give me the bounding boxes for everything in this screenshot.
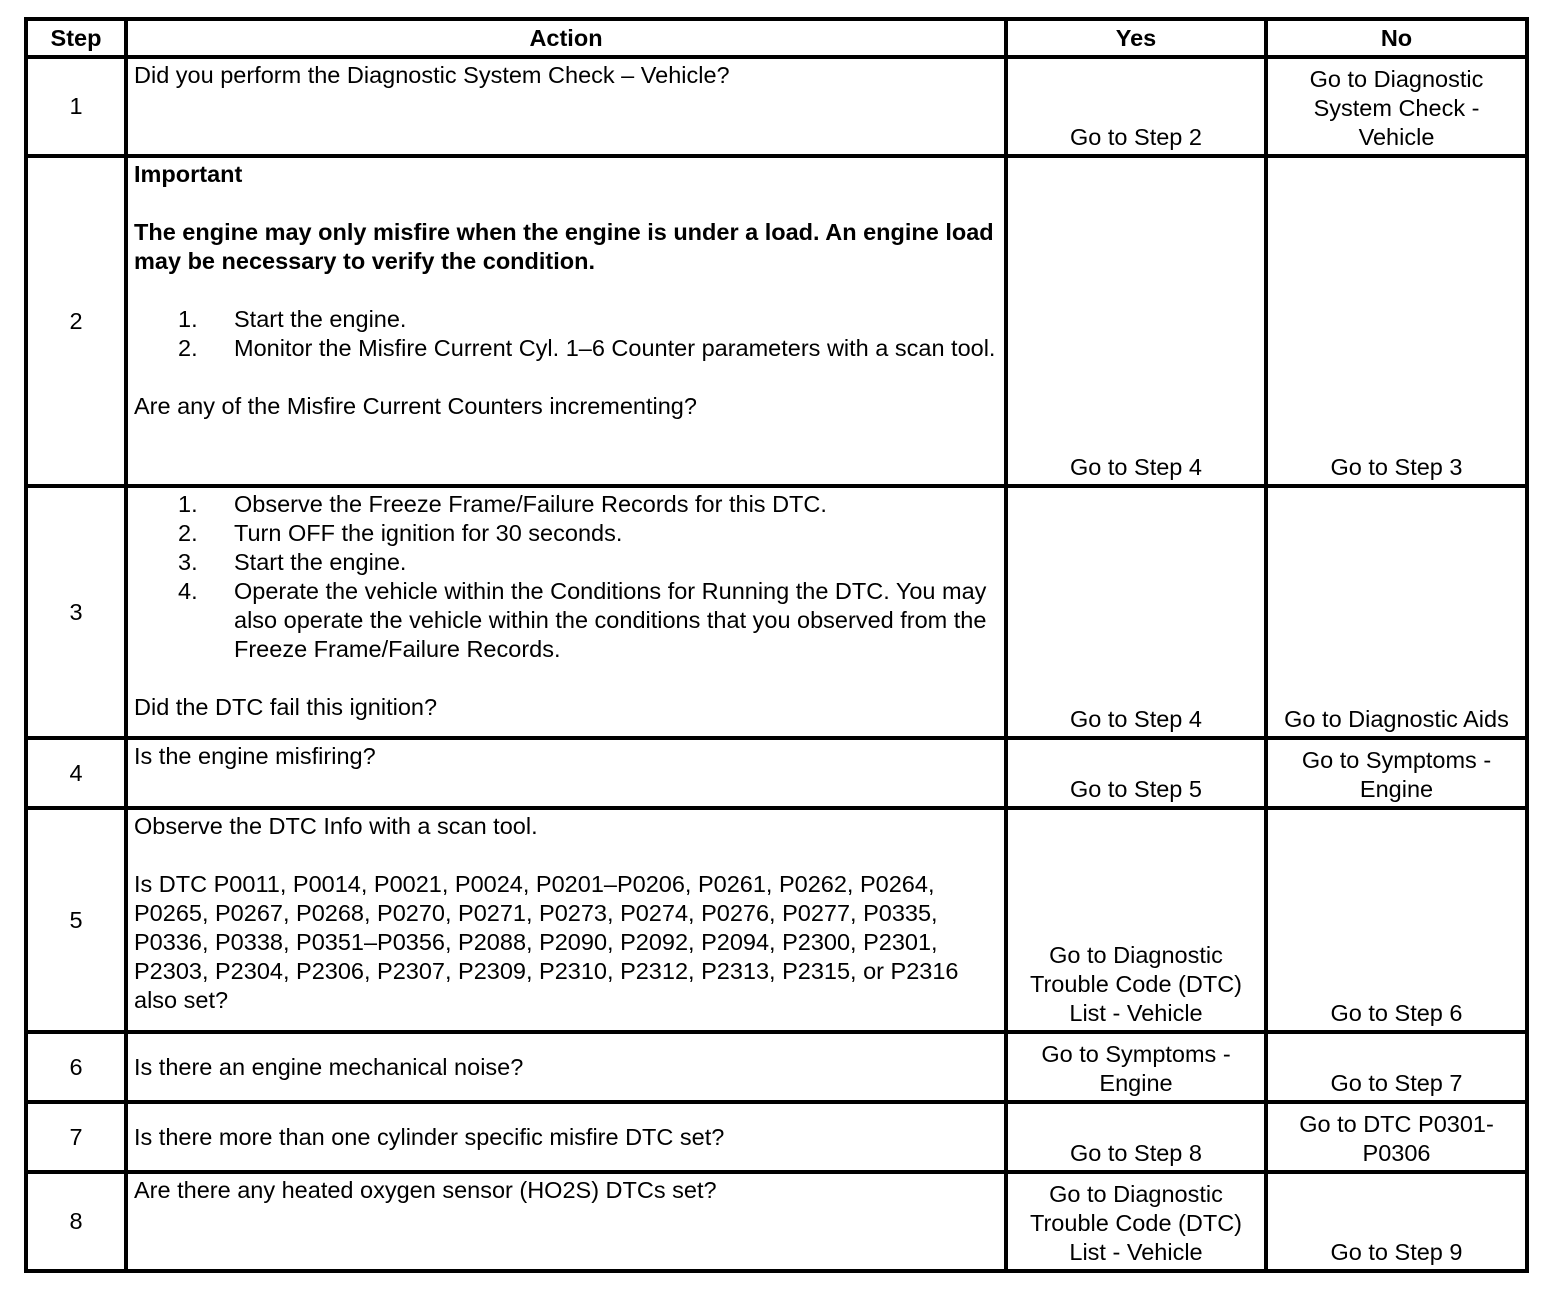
- step-number: 6: [26, 1032, 126, 1102]
- question-text: Did you perform the Diagnostic System Check – Vehicle?: [134, 62, 730, 88]
- step-number: 2: [26, 156, 126, 486]
- yes-cell: Go to Step 8: [1006, 1102, 1266, 1172]
- item-text: Operate the vehicle within the Conditions for Running the DTC. You may also operate the vehicle within the conditions that you observed from the Freeze Frame/Failure Records.: [234, 578, 987, 662]
- table-row: [26, 738, 1527, 808]
- yes-cell: Go to Step 5: [1006, 738, 1266, 808]
- question-text: Is there more than one cylinder specific misfire DTC set?: [134, 1123, 725, 1150]
- action-cell: [126, 57, 1006, 156]
- question-text: Is the engine misfiring?: [134, 743, 376, 769]
- list-item: [134, 334, 998, 363]
- action-cell: [126, 1102, 1006, 1172]
- item-number: 4.: [178, 578, 198, 604]
- table-row: [26, 1102, 1527, 1172]
- step-number: 8: [26, 1172, 126, 1271]
- header-yes: Yes: [1006, 19, 1266, 57]
- item-number: 1.: [178, 491, 198, 517]
- step-number: 7: [26, 1102, 126, 1172]
- no-cell: Go to Step 7: [1266, 1032, 1527, 1102]
- header-step: Step: [26, 19, 126, 57]
- no-cell: Go to DTC P0301-P0306: [1266, 1102, 1527, 1172]
- item-text: Start the engine.: [234, 306, 407, 332]
- step-number: 4: [26, 738, 126, 808]
- yes-cell: Go to Step 2: [1006, 57, 1266, 156]
- list-item: [134, 490, 998, 519]
- item-text: Observe the Freeze Frame/Failure Records for this DTC.: [234, 491, 827, 517]
- important-text: The engine may only misfire when the engine is under a load. An engine load may be necessary to verify the condition.: [134, 219, 994, 274]
- question-text: Did the DTC fail this ignition?: [134, 694, 438, 720]
- no-cell: Go to Step 3: [1266, 156, 1527, 486]
- no-cell: Go to Diagnostic System Check - Vehicle: [1266, 57, 1527, 156]
- yes-cell: Go to Diagnostic Trouble Code (DTC) List - Vehicle: [1006, 808, 1266, 1032]
- question-text: Are there any heated oxygen sensor (HO2S) DTCs set?: [134, 1177, 717, 1203]
- no-cell: Go to Diagnostic Aids: [1266, 486, 1527, 738]
- action-cell: [126, 1032, 1006, 1102]
- table-row: [26, 808, 1527, 1032]
- header-row: [26, 19, 1527, 57]
- no-cell: Go to Step 6: [1266, 808, 1527, 1032]
- list-item: [134, 548, 998, 577]
- header-no: No: [1266, 19, 1527, 57]
- diagnostic-table: [24, 17, 1529, 1273]
- procedure-list: [134, 490, 998, 664]
- yes-cell: Go to Step 4: [1006, 156, 1266, 486]
- item-text: Monitor the Misfire Current Cyl. 1–6 Counter parameters with a scan tool.: [234, 335, 996, 361]
- item-text: Start the engine.: [234, 549, 407, 575]
- header-action: Action: [126, 19, 1006, 57]
- yes-cell: Go to Step 4: [1006, 486, 1266, 738]
- item-number: 2.: [178, 520, 198, 546]
- step-number: 5: [26, 808, 126, 1032]
- list-item: [134, 577, 998, 664]
- step-number: 1: [26, 57, 126, 156]
- action-cell: [126, 1172, 1006, 1271]
- table-row: [26, 1172, 1527, 1271]
- important-label: Important: [134, 161, 243, 187]
- yes-cell: Go to Diagnostic Trouble Code (DTC) List - Vehicle: [1006, 1172, 1266, 1271]
- table-row: [26, 486, 1527, 738]
- item-number: 1.: [178, 306, 198, 332]
- yes-cell: Go to Symptoms - Engine: [1006, 1032, 1266, 1102]
- table-row: [26, 1032, 1527, 1102]
- table-row: [26, 57, 1527, 156]
- list-item: [134, 305, 998, 334]
- action-cell: [126, 486, 1006, 738]
- procedure-list: [134, 305, 998, 363]
- item-number: 2.: [178, 335, 198, 361]
- no-cell: Go to Step 9: [1266, 1172, 1527, 1271]
- action-cell: [126, 808, 1006, 1032]
- action-cell: [126, 156, 1006, 486]
- table-row: [26, 156, 1527, 486]
- question-text: Is there an engine mechanical noise?: [134, 1053, 524, 1080]
- question-text: Is DTC P0011, P0014, P0021, P0024, P0201–P0206, P0261, P0262, P0264, P0265, P0267, P0268, P0270, P0271, P0273, P0274, P0276, P0277, P0335, P0336, P0338, P0351–P0356, P2088, P2090, P2092, P2094, P2300, P2301, P2303, P2304, P2306, P2307, P2309, P2310, P2312, P2313, P2315, or P2316 also set?: [134, 871, 959, 1013]
- item-text: Turn OFF the ignition for 30 seconds.: [234, 520, 623, 546]
- action-cell: [126, 738, 1006, 808]
- question-text: Are any of the Misfire Current Counters incrementing?: [134, 393, 697, 419]
- no-cell: Go to Symptoms - Engine: [1266, 738, 1527, 808]
- list-item: [134, 519, 998, 548]
- step-number: 3: [26, 486, 126, 738]
- intro-text: Observe the DTC Info with a scan tool.: [134, 813, 538, 839]
- item-number: 3.: [178, 549, 198, 575]
